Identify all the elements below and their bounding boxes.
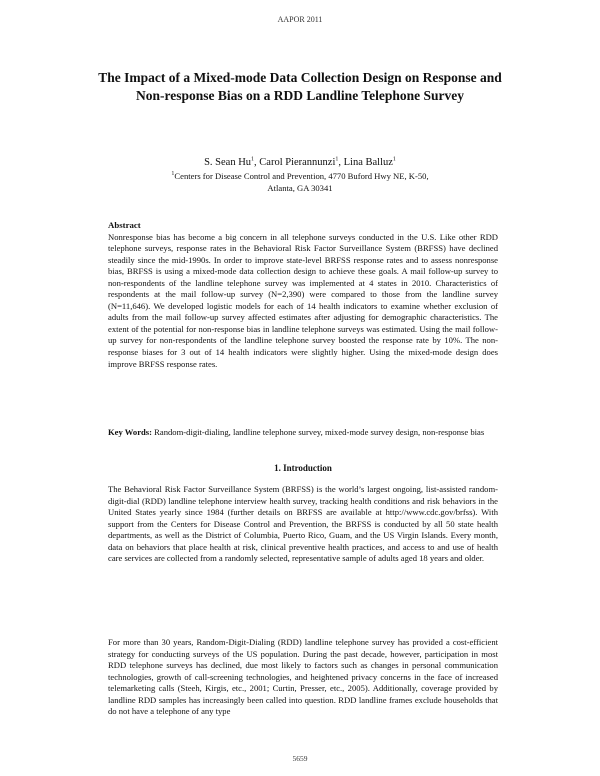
abstract-heading: Abstract xyxy=(108,220,141,230)
author-affiliation-mark: 1 xyxy=(251,156,255,163)
affiliation xyxy=(110,171,490,194)
section-heading-introduction: 1. Introduction xyxy=(274,463,332,473)
body-paragraph xyxy=(108,484,498,565)
author-name: Lina Balluz xyxy=(343,157,393,168)
author-affiliation-mark: 1 xyxy=(335,156,339,163)
abstract-section xyxy=(108,220,498,370)
keywords-text: Random-digit-dialing, landline telephone survey, mixed-mode survey design, non-response bias xyxy=(154,427,485,437)
paragraph-text: The Behavioral Risk Factor Surveillance System (BRFSS) is the world’s largest ongoing, list-assisted random-digit-dial (RDD) landline telephone interview health survey, tracking health conditions and risk behaviors in the United States yearly since 1984 (further details on BRFSS are available at http://www.cdc.gov/brfss). With support from the Centers for Disease Control and Prevention, the BRFSS is conducted by all 50 state health departments, as well as the District of Columbia, Puerto Rico, Guam, and the US Virgin Islands. Every month, data on behaviors that place health at risk, clinical preventive health practices, and access to and use of health care services are collected from a randomly selected, representative sample of adults aged 18 years and older. xyxy=(108,484,498,564)
page-number: 5659 xyxy=(292,754,308,763)
author-name: Carol Pierannunzi xyxy=(259,157,336,168)
paper-title: The Impact of a Mixed-mode Data Collection Design on Response and Non-response Bias on a RDD Landline Telephone Survey xyxy=(98,70,502,103)
author-name: S. Sean Hu xyxy=(204,157,252,168)
affiliation-mark: 1 xyxy=(171,171,175,178)
body-paragraph xyxy=(108,637,498,718)
running-header: AAPOR 2011 xyxy=(277,15,323,24)
author-affiliation-mark: 1 xyxy=(392,156,396,163)
abstract-text: Nonresponse bias has become a big concern in all telephone surveys conducted in the U.S. Like other RDD telephone surveys, response rates in the Behavioral Risk Factor Surveillance System (BRFSS) have declined steadily since the mid-1990s. In order to improve state-level BRFSS response rates and to assess nonresponse bias, BRFSS is using a mixed-mode data collection design to achieve these goals. A mail follow-up survey to non-respondents of the landline telephone survey was implemented at 4 states in 2010. Characteristics of respondents at the mail follow-up survey (N=2,390) were compared to those from the landline survey (N=11,646). We developed logistic models for each of 14 health indicators to examine whether exclusion of adults from the mail follow-up survey affected estimates after adjusting for demographic characteristics. The extent of the potential for non-response bias in landline telephone surveys was estimated. Using the mail follow-up survey for non-respondents of the landline telephone survey boosted the response rate by 10%. The non-response biases for 3 out of 14 health indicators were slightly higher. Using the mixed-mode design does improve BRFSS response rates. xyxy=(108,231,498,369)
affiliation-line-1: Centers for Disease Control and Prevention, 4770 Buford Hwy NE, K-50, xyxy=(174,171,429,181)
author-list: S. Sean Hu$^1$, Carol Pierannunzi$^1$, Lina Balluz$^1$ xyxy=(204,156,396,168)
keywords-label: Key Words: xyxy=(108,427,153,437)
keywords-section xyxy=(108,427,498,439)
paragraph-text: For more than 30 years, Random-Digit-Dialing (RDD) landline telephone survey has provided a cost-efficient strategy for conducting surveys of the US population. During the past decade, however, participation in most RDD telephone surveys has declined, due most likely to factors such as changes in personal communication technologies, growth of call-screening technologies, and heightened privacy concerns in the face of increased telemarketing calls (Steeh, Kirgis, etc., 2001; Curtin, Presser, etc., 2005). Additionally, coverage provided by landline RDD samples has increasingly been called into question. RDD landline frames exclude households that do not have a telephone of any type xyxy=(108,637,498,717)
affiliation-line-2: Atlanta, GA 30341 xyxy=(267,182,333,193)
